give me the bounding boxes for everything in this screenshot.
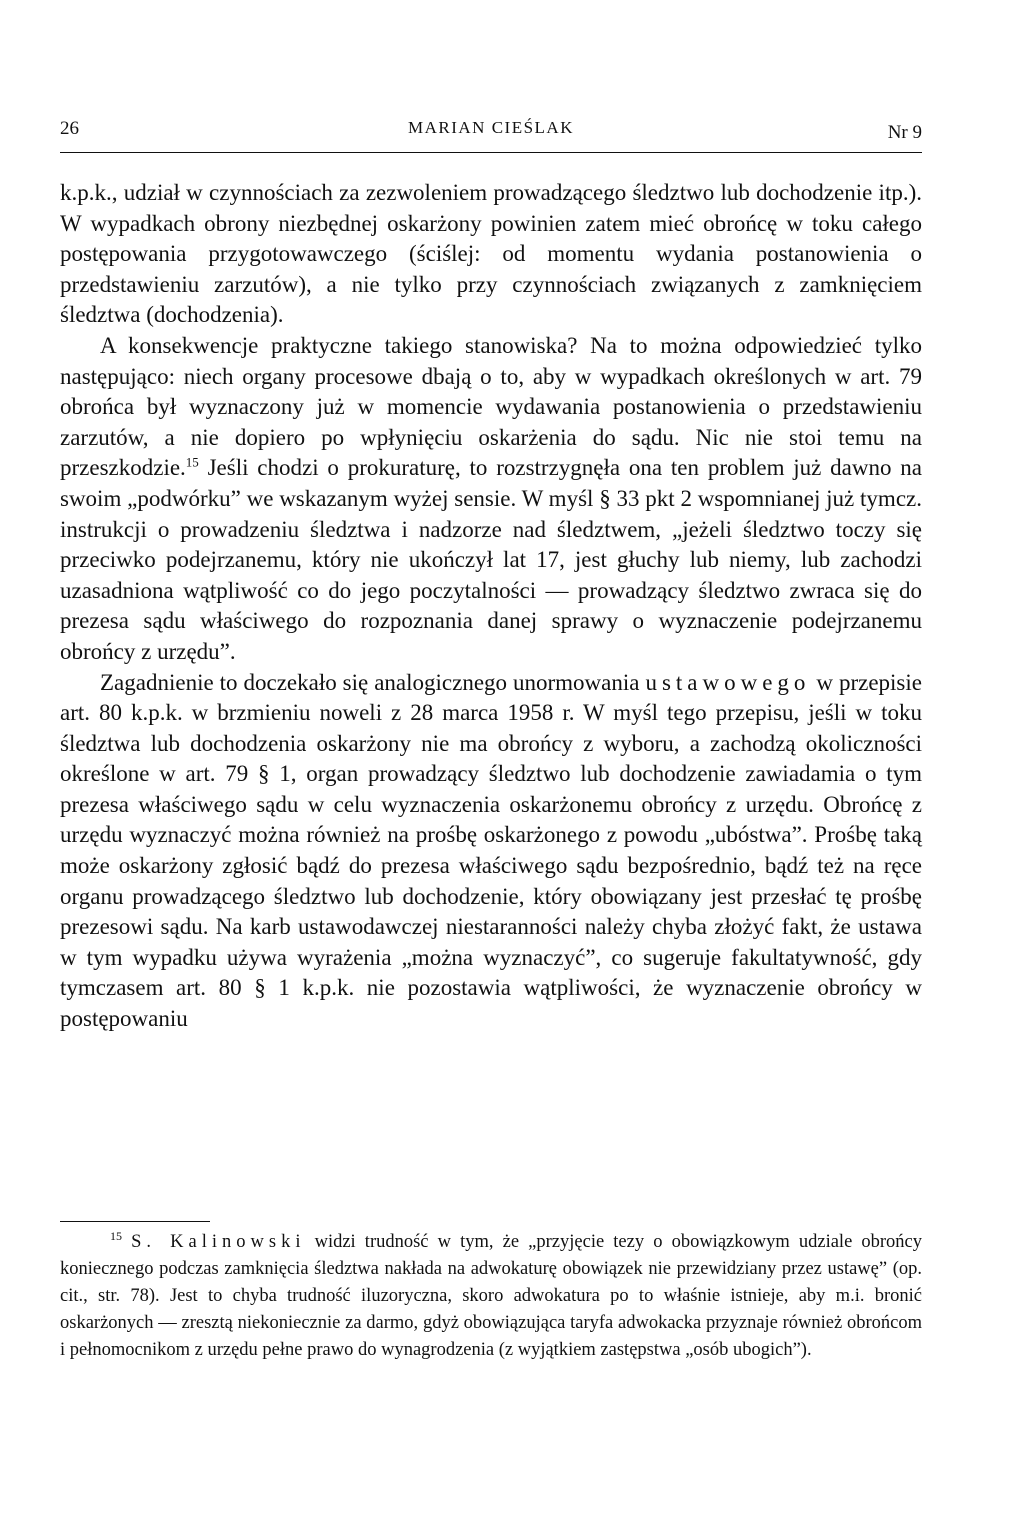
footnote-reference: 15 bbox=[185, 454, 199, 470]
main-text bbox=[60, 178, 922, 1035]
running-header bbox=[60, 118, 922, 152]
footnote-text: widzi trudność w tym, że „przyjęcie tezy o obowiązkowym udziale obrońcy koniecznego podczas zamknięcia śledztwa nakłada na adwokaturę obowiązek nie przewidziany przez ustawę” (op. cit., str. 78). Jest to chyba trudność iluzoryczna, skoro adwokatura po to właśnie istnieje, aby m.i. bronić oskarżonych — zresztą niekoniecznie za darmo, gdyż obowiązująca taryfa adwokacka przyznaje również obrońcom i pełnomocnikom z urzędu pełne prawo do wynagrodzenia (z wyjątkiem zastępstwa „osób ubogich”). bbox=[60, 1232, 923, 1360]
paragraph-2 bbox=[60, 331, 922, 668]
emphasized-word: ustawowego bbox=[645, 669, 811, 695]
footnote-author: S. Kalinowski bbox=[131, 1232, 306, 1252]
issue-number: Nr 9 bbox=[887, 122, 922, 143]
paragraph-3 bbox=[60, 668, 922, 1035]
footnote-marker: 15 bbox=[110, 1228, 122, 1243]
footnote-paragraph bbox=[60, 1229, 922, 1364]
running-head-author: MARIAN CIEŚLAK bbox=[408, 118, 574, 137]
paragraph-2-text-a: A konsekwencje praktyczne takiego stanowiska? Na to można odpowiedzieć tylko następująco: niech organy procesowe dbają o to, aby w wypadkach określonych w art. 79 obrońca był wyznaczony już w momencie wydawania postanowienia o przedstawieniu zarzutów, a nie dopiero po wpłynięciu oskarżenia do sądu. Nic nie stoi temu na przeszkodzie. bbox=[60, 332, 922, 481]
page-number: 26 bbox=[60, 118, 79, 139]
footnote bbox=[60, 1229, 922, 1364]
header-rule bbox=[60, 152, 922, 153]
footnote-rule bbox=[60, 1221, 210, 1222]
paragraph-3-text-a: Zagadnienie to doczekało się analogicznego unormowania bbox=[100, 669, 646, 695]
paragraph-1: k.p.k., udział w czynnościach za zezwoleniem prowadzącego śledztwo lub dochodzenie itp.). W wypadkach obrony niezbędnej oskarżony powinien zatem mieć obrońcę w toku całego postępowania przygotowawczego (ściślej: od momentu wydania postanowienia o przedstawieniu zarzutów), a nie tylko przy czynnościach związanych z zamknięciem śledztwa (dochodzenia). bbox=[60, 180, 922, 328]
paragraph-3-text-b: w przepisie art. 80 k.p.k. w brzmieniu noweli z 28 marca 1958 r. W myśl tego przepisu, jeśli w toku śledztwa lub dochodzenia oskarżony nie ma obrońcy z wyboru, a zachodzą okoliczności określone w art. 79 § 1, organ prowadzący śledztwo lub dochodzenie zawiadamia o tym prezesa właściwego sądu w celu wyznaczenia oskarżonemu obrońcy z urzędu. Obrońcę z urzędu wyznaczyć można również na prośbę oskarżonego z powodu „ubóstwa”. Prośbę taką może oskarżony zgłosić bądź do prezesa właściwego sądu bezpośrednio, bądź też na ręce organu prowadzącego śledztwo lub dochodzenie, który obowiązany jest przesłać tę prośbę prezesowi sądu. Na karb ustawodawczej niestaranności należy chyba złożyć fakt, że ustawa w tym wypadku używa wyrażenia „można wyznaczyć”, co sugeruje fakultatywność, gdy tymczasem art. 80 § 1 k.p.k. nie pozostawia wątpliwości, że wyznaczenie obrońcy w postępowaniu bbox=[60, 669, 922, 1032]
paragraph-2-text-b: Jeśli chodzi o prokuraturę, to rozstrzygnęła ona ten problem już dawno na swoim „podwórku” we wskazanym wyżej sensie. W myśl § 33 pkt 2 wspomnianej już tymcz. instrukcji o prowadzeniu śledztwa i nadzorze nad śledztwem, „jeżeli śledztwo toczy się przeciwko podejrzanemu, który nie ukończył lat 17, jest głuchy lub niemy, lub zachodzi uzasadniona wątpliwość co do jego poczytalności — prowadzący śledztwo zwraca się do prezesa sądu właściwego do rozpoznania danej sprawy o wyznaczenie podejrzanemu obrońcy z urzędu”. bbox=[60, 455, 922, 664]
